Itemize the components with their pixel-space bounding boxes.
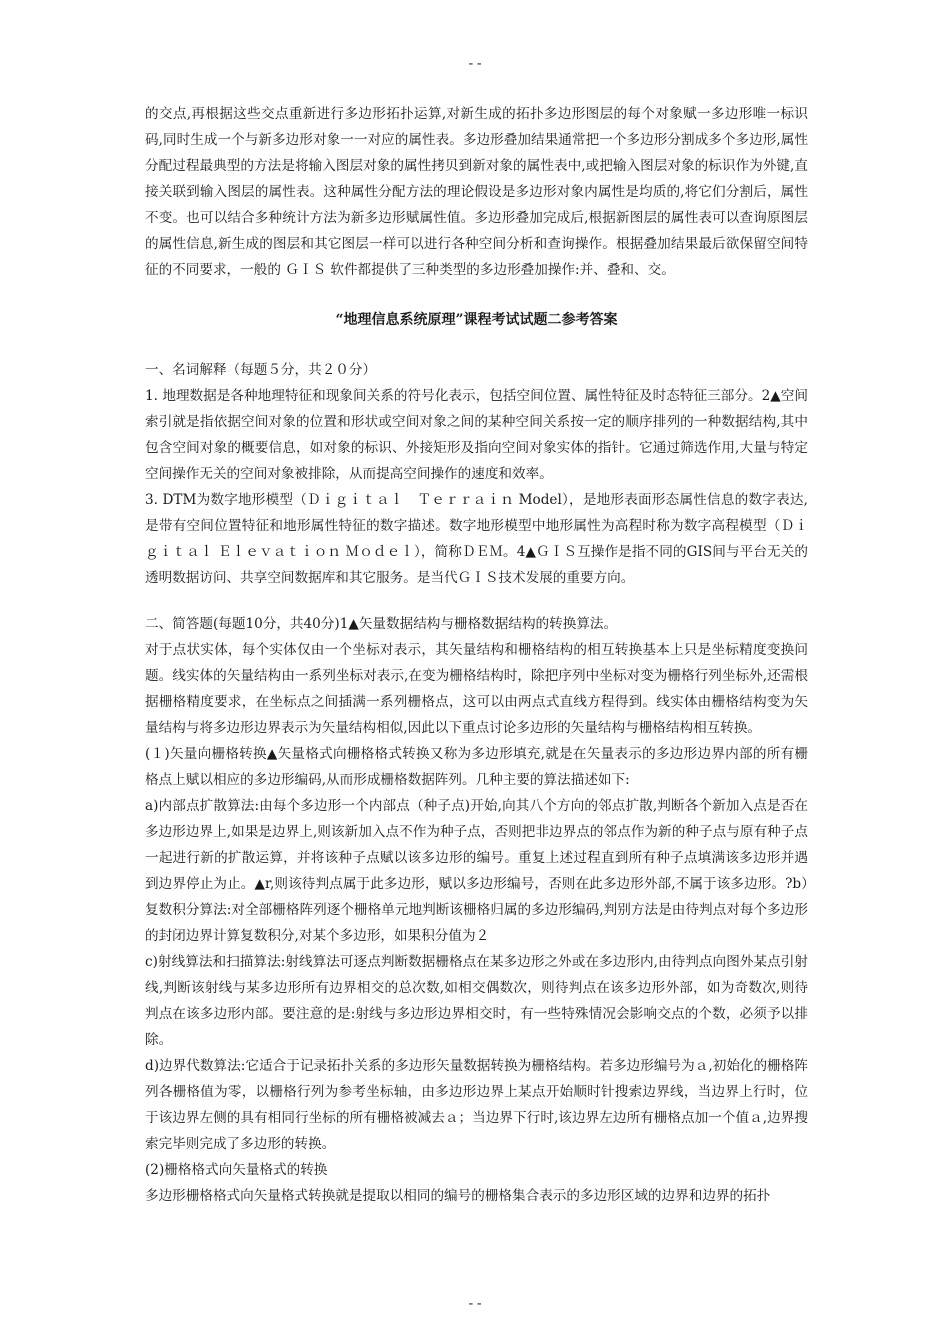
- intro-paragraph: 的交点,再根据这些交点重新进行多边形拓扑运算,对新生成的拓扑多边形图层的每个对象赋一多边形唯一标识码,同时生成一个与新多边形对象一一对应的属性表。多边形叠加结果通常把一个多边形分割成多个多边形,属性分配过程最典型的方法是将输入图层对象的属性拷贝到新对象的属性表中,或把输入图层对象的标识作为外键,直接关联到输入图层的属性表。这种属性分配方法的理论假设是多边形对象内属性是均质的,将它们分割后，属性不变。也可以结合多种统计方法为新多边形赋属性值。多边形叠加完成后,根据新图层的属性表可以查询原图层的属性信息,新生成的图层和其它图层一样可以进行各种空间分析和查询操作。根据叠加结果最后欲保留空间特征的不同要求，一般的 ＧＩＳ 软件都提供了三种类型的多边形叠加操作:并、叠和、交。: [145, 106, 808, 278]
- raster-to-vector-heading: (2)栅格格式向矢量格式的转换: [145, 1162, 328, 1178]
- section-gap: [145, 591, 808, 611]
- term-definition-1-2: 1. 地理数据是各种地理特征和现象间关系的符号化表示，包括空间位置、属性特征及时态特征三部分。2▲空间索引就是指依据空间对象的位置和形状或空间对象之间的某种空间关系按一定的顺序排列的一种数据结构,其中包含空间对象的概要信息，如对象的标识、外接矩形及指向空间对象实体的指针。它通过筛选作用,大量与特定空间操作无关的空间对象被排除，从而提高空间操作的速度和效率。: [145, 388, 808, 482]
- document-title: “地理信息系统原理”课程考试试题二参考答案: [335, 312, 618, 328]
- algorithm-d-paragraph: d)边界代数算法:它适合于记录拓扑关系的多边形矢量数据转换为栅格结构。若多边形编号为ａ,初始化的栅格阵列各栅格值为零，以栅格行列为参考坐标轴，由多边形边界上某点开始顺时针搜索边界线，当边界上行时，位于该边界左侧的具有相同行坐标的所有栅格被减去ａ；当边界下行时,该边界左边所有栅格点加一个值ａ,边界搜索完毕则完成了多边形的转换。: [145, 1058, 808, 1152]
- algorithm-c-paragraph: c)射线算法和扫描算法:射线算法可逐点判断数据栅格点在某多边形之外或在多边形内,由待判点向图外某点引射线,判断该射线与某多边形所有边界相交的总次数,如相交偶数次，则待判点在该多边形外部，如为奇数次,则待判点在该多边形内部。要注意的是:射线与多边形边界相交时，有一些特殊情况会影响交点的个数，必须予以排除。: [145, 954, 808, 1048]
- raster-to-vector-paragraph: 多边形栅格格式向矢量格式转换就是提取以相同的编号的栅格集合表示的多边形区域的边界和边界的拓扑: [145, 1188, 771, 1204]
- page-top-marker: --: [466, 56, 484, 72]
- algorithm-a-paragraph: a)内部点扩散算法:由每个多边形一个内部点（种子点)开始,向其八个方向的邻点扩散,判断各个新加入点是否在多边形边界上,如果是边界上,则该新加入点不作为种子点，否则把非边界点的邻点作为新的种子点与原有种子点一起进行新的扩散运算，并将该种子点赋以该多边形的编号。重复上述过程直到所有种子点填满该多边形并遇到边界停止为止。▲r,则该待判点属于此多边形，赋以多边形编号，否则在此多边形外部,不属于该多边形。?b）复数积分算法:对全部栅格阵列逐个栅格单元地判断该栅格归属的多边形编码,判别方法是由待判点对每个多边形的封闭边界计算复数积分,对某个多边形，如果积分值为２: [145, 798, 808, 944]
- point-line-conversion-paragraph: 对于点状实体，每个实体仅由一个坐标对表示，其矢量结构和栅格结构的相互转换基本上只是坐标精度变换问题。线实体的矢量结构由一系列坐标对表示,在变为栅格结构时，除把序列中坐标对变为栅格行列坐标外,还需根据栅格精度要求，在坐标点之间插满一系列栅格点，这可以由两点式直线方程得到。线实体由栅格结构变为矢量结构与将多边形边界表示为矢量结构相似,因此以下重点讨论多边形的矢量结构与栅格结构相互转换。: [145, 642, 808, 736]
- page-bottom-marker: --: [466, 1296, 484, 1312]
- section1-heading: 一、名词解释（每题５分，共２０分）: [145, 362, 377, 378]
- vector-to-raster-paragraph: (１)矢量向栅格转换▲矢量格式向栅格格式转换又称为多边形填充,就是在矢量表示的多边形边界内部的所有栅格点上赋以相应的多边形编码,从而形成栅格数据阵列。几种主要的算法描述如下:: [145, 746, 808, 788]
- document-body: [145, 101, 808, 1209]
- term-definition-3-4: 3. DTM为数字地形模型（Ｄｉｇｉｔａｌ Ｔｅｒｒａｉｎ Model），是地形表面形态属性信息的数字表达,是带有空间位置特征和地形属性特征的数字描述。数字地形模型中地形属性为高程时称为数字高程模型（Ｄｉｇｉｔａｌ Ｅｌｅｖａｔｉｏｎ Ｍｏｄｅｌ），简称ＤＥＭ。4▲ＧＩＳ互操作是指不同的GIS间与平台无关的透明数据访问、共享空间数据库和其它服务。是当代ＧＩＳ技术发展的重要方向。: [145, 492, 808, 586]
- section2-heading: 二、简答题(每题10分，共40分)1▲矢量数据结构与栅格数据结构的转换算法。: [145, 616, 618, 632]
